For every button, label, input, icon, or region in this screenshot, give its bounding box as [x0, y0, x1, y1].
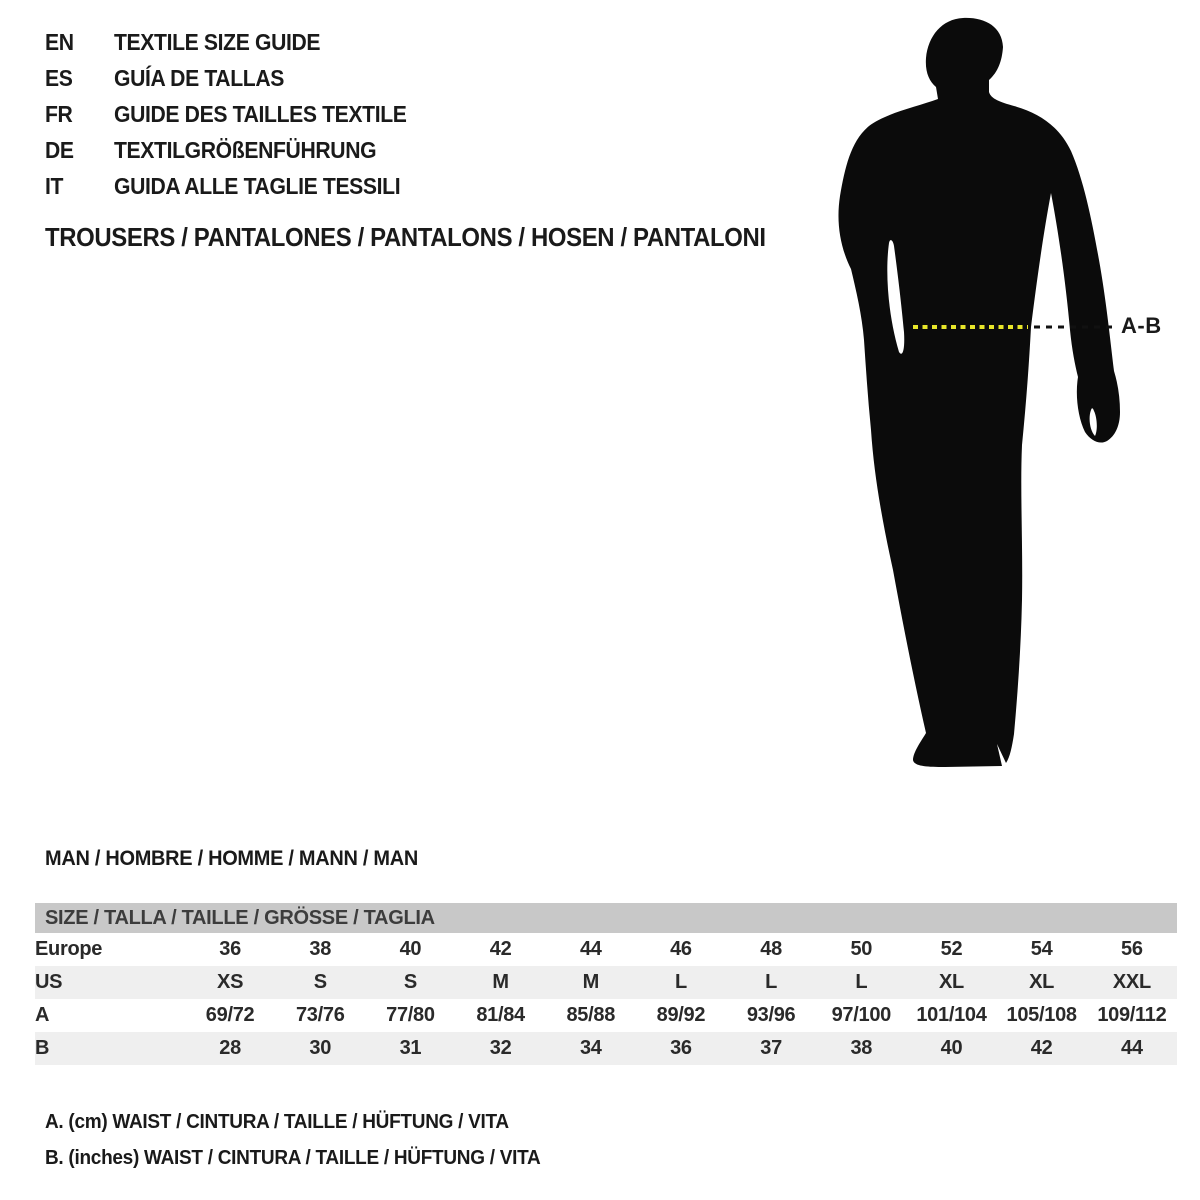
- table-cell: 44: [579, 938, 602, 960]
- table-cell: 48: [760, 938, 782, 960]
- language-title: TEXTILGRÖßENFÜHRUNG: [114, 137, 377, 163]
- man-silhouette-figure: [820, 0, 1200, 800]
- table-cell: 31: [399, 1037, 422, 1059]
- gender-heading: MAN / HOMBRE / HOMME / MANN / MAN: [45, 847, 418, 870]
- size-table-header: SIZE / TALLA / TAILLE / GRÖSSE / TAGLIA: [35, 903, 1177, 933]
- row-label: B: [35, 1037, 50, 1059]
- table-cell: XL: [938, 971, 964, 993]
- table-cell: XS: [217, 971, 244, 993]
- footnote-a-cm: A. (cm) WAIST / CINTURA / TAILLE / HÜFTUNG / VITA: [45, 1111, 509, 1133]
- table-cell: 77/80: [386, 1004, 435, 1026]
- language-row: [45, 60, 407, 96]
- table-cell: 97/100: [831, 1004, 891, 1026]
- table-cell: 50: [850, 938, 873, 960]
- footnotes: [45, 1104, 567, 1176]
- table-row: [35, 999, 1177, 1032]
- table-cell: XL: [1029, 971, 1055, 993]
- table-cell: 42: [489, 938, 512, 960]
- table-row: [35, 966, 1177, 999]
- table-cell: 34: [579, 1037, 602, 1059]
- table-cell: 46: [670, 938, 692, 960]
- table-cell: 85/88: [566, 1004, 616, 1026]
- language-code: FR: [45, 101, 73, 127]
- table-cell: 56: [1121, 938, 1143, 960]
- table-cell: 81/84: [476, 1004, 525, 1026]
- row-label: Europe: [35, 938, 103, 960]
- table-cell: 28: [219, 1037, 241, 1059]
- table-cell: 30: [309, 1037, 332, 1059]
- table-cell: 52: [940, 938, 963, 960]
- size-table-body: [35, 933, 1177, 1065]
- table-cell: XXL: [1112, 971, 1151, 993]
- table-cell: 54: [1030, 938, 1053, 960]
- table-cell: L: [765, 971, 778, 993]
- footnote-b-inches: B. (inches) WAIST / CINTURA / TAILLE / HÜFTUNG / VITA: [45, 1147, 541, 1169]
- language-row: [45, 96, 407, 132]
- language-code: ES: [45, 65, 73, 91]
- measure-label-ab: A-B: [1121, 313, 1162, 338]
- language-code: IT: [45, 173, 64, 199]
- table-row: [35, 1032, 1177, 1065]
- row-label: A: [35, 1004, 50, 1026]
- row-label: US: [35, 971, 63, 993]
- language-row: [45, 24, 407, 60]
- table-cell: 93/96: [746, 1004, 796, 1026]
- table-cell: M: [582, 971, 599, 993]
- table-cell: 38: [850, 1037, 873, 1059]
- language-code: DE: [45, 137, 74, 163]
- table-cell: 69/72: [205, 1004, 255, 1026]
- man-silhouette-shape: [838, 18, 1120, 767]
- language-list: [45, 24, 438, 204]
- table-cell: M: [492, 971, 509, 993]
- product-types-heading: TROUSERS / PANTALONES / PANTALONS / HOSEN / PANTALONI: [45, 222, 766, 252]
- table-cell: 32: [489, 1037, 512, 1059]
- table-cell: S: [313, 971, 327, 993]
- language-code: EN: [45, 29, 74, 55]
- table-cell: 42: [1030, 1037, 1053, 1059]
- size-table-grid: [35, 933, 1177, 1065]
- table-cell: 38: [309, 938, 332, 960]
- table-cell: 37: [760, 1037, 782, 1059]
- table-cell: 89/92: [656, 1004, 706, 1026]
- table-cell: S: [403, 971, 417, 993]
- table-cell: 105/108: [1006, 1004, 1077, 1026]
- table-cell: L: [855, 971, 868, 993]
- language-title: GUIDA ALLE TAGLIE TESSILI: [114, 173, 401, 199]
- table-cell: 44: [1121, 1037, 1143, 1059]
- table-cell: 73/76: [295, 1004, 345, 1026]
- table-cell: 36: [219, 938, 241, 960]
- table-cell: L: [674, 971, 687, 993]
- table-cell: 101/104: [916, 1004, 987, 1026]
- table-cell: 36: [670, 1037, 692, 1059]
- language-title: TEXTILE SIZE GUIDE: [114, 29, 321, 55]
- language-row: [45, 132, 407, 168]
- table-cell: 40: [399, 938, 422, 960]
- table-cell: 109/112: [1097, 1004, 1167, 1026]
- table-cell: 40: [940, 1037, 963, 1059]
- language-row: [45, 168, 407, 204]
- size-table: [35, 903, 1177, 1065]
- language-title: GUÍA DE TALLAS: [114, 65, 284, 91]
- language-title: GUIDE DES TAILLES TEXTILE: [114, 101, 407, 127]
- table-row: [35, 933, 1177, 966]
